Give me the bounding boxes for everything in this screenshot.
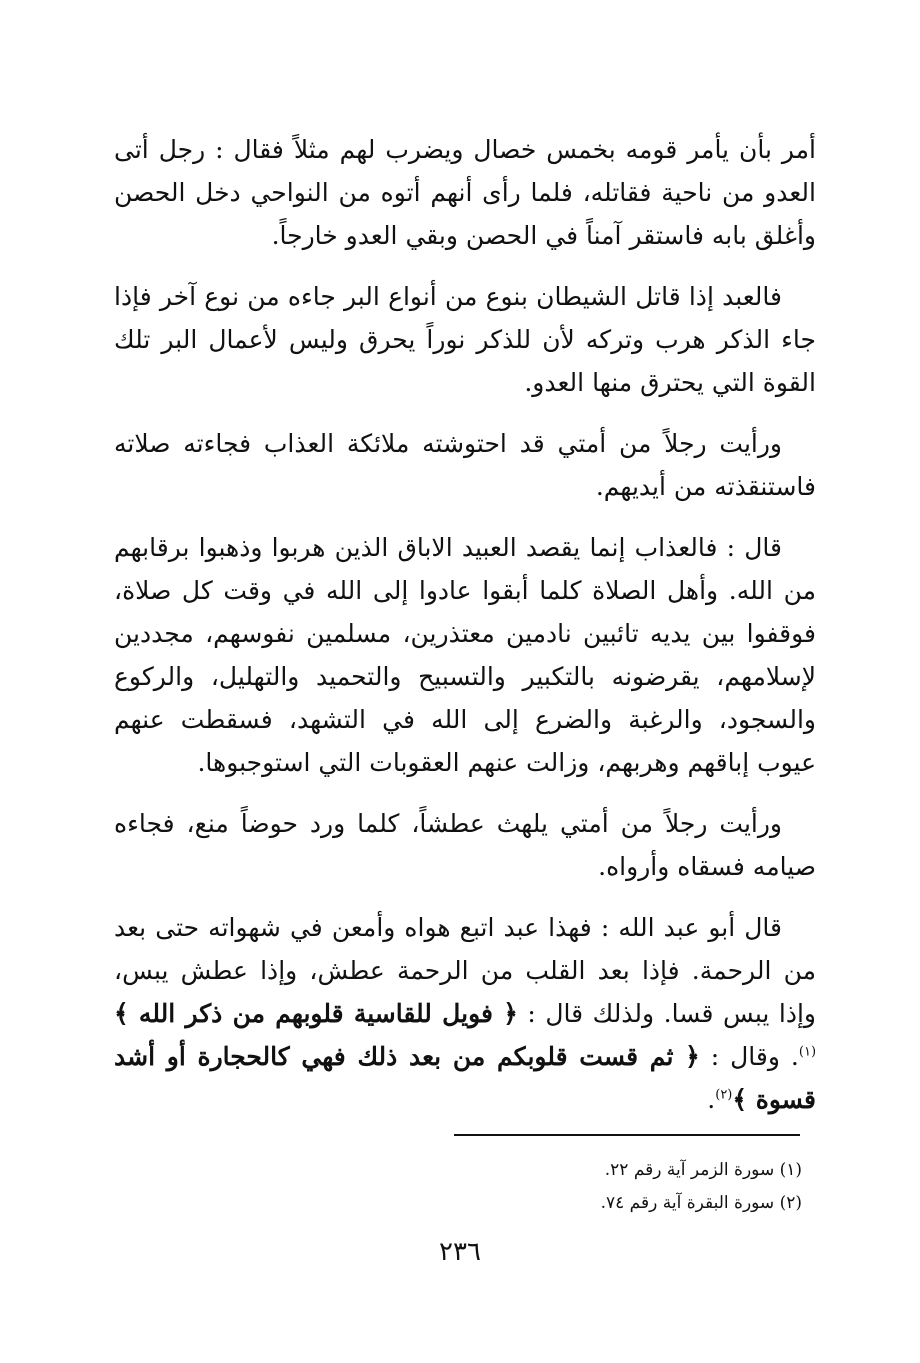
footnote-marker-1[interactable]: (١) bbox=[798, 1044, 817, 1060]
paragraph-6-between: . وقال : bbox=[699, 1042, 799, 1071]
paragraph-4: قال : فالعذاب إنما يقصد العبيد الاباق الذين هربوا وذهبوا برقابهم من الله. وأهل الصلاة كلما أبقوا عادوا إلى الله في وقت كل صلاة، فوقفوا بين يديه تائبين نادمين معتذرين، مسلمين نفوسهم، مجددين لإسلامهم، يقرضونه بالتكبير والتسبيح والتحميد والتهليل، والركوع والسجود، والرغبة والضرع إلى الله في التشهد، فسقطت عنهم عيوب إباقهم وهربهم، وزالت عنهم العقوبات التي استوجبوها. bbox=[114, 533, 816, 777]
paragraph-6 bbox=[114, 906, 816, 1121]
paragraph-5: ورأيت رجلاً من أمتي يلهث عطشاً، كلما ورد حوضاً منع، فجاءه صيامه فسقاه وأرواه. bbox=[114, 809, 816, 881]
paragraph-2: فالعبد إذا قاتل الشيطان بنوع من أنواع البر جاءه من نوع آخر فإذا جاء الذكر هرب وتركه لأن للذكر نوراً يحرق وليس لأعمال البر تلك القوة التي يحترق منها العدو. bbox=[114, 282, 816, 397]
footnote-1: (١) سورة الزمر آية رقم ٢٢. bbox=[604, 1160, 802, 1180]
paragraph-6-end: . bbox=[707, 1085, 716, 1114]
quran-quote-2: ﴿ ثم قست قلوبكم من بعد ذلك فهي كالحجارة أو أشد قسوة ﴾ bbox=[114, 1042, 816, 1114]
paragraph-1: أمر بأن يأمر قومه بخمس خصال ويضرب لهم مثلاً فقال : رجل أتى العدو من ناحية فقاتله، فلما رأى أنهم أتوه من النواحي دخل الحصن وأغلق بابه فاستقر آمناً في الحصن وبقي العدو خارجاً. bbox=[114, 135, 816, 250]
footnotes bbox=[142, 1154, 802, 1220]
paragraph-6-intro: قال أبو عبد الله : فهذا عبد اتبع هواه وأمعن في شهواته حتى بعد من الرحمة. فإذا بعد القلب من الرحمة عطش، وإذا عطش يبس، وإذا يبس قسا. ولذلك قال : bbox=[114, 913, 816, 1028]
page-number: ٢٣٦ bbox=[439, 1237, 481, 1267]
body-text bbox=[114, 128, 816, 1139]
paragraph-3: ورأيت رجلاً من أمتي قد احتوشته ملائكة العذاب فجاءته صلاته فاستنقذته من أيديهم. bbox=[114, 429, 816, 501]
footnote-marker-2[interactable]: (٢) bbox=[715, 1087, 733, 1103]
quran-quote-1: ﴿ فويل للقاسية قلوبهم من ذكر الله ﴾ bbox=[114, 999, 518, 1028]
footnote-divider bbox=[454, 1134, 800, 1136]
footnote-2: (٢) سورة البقرة آية رقم ٧٤. bbox=[600, 1193, 802, 1213]
